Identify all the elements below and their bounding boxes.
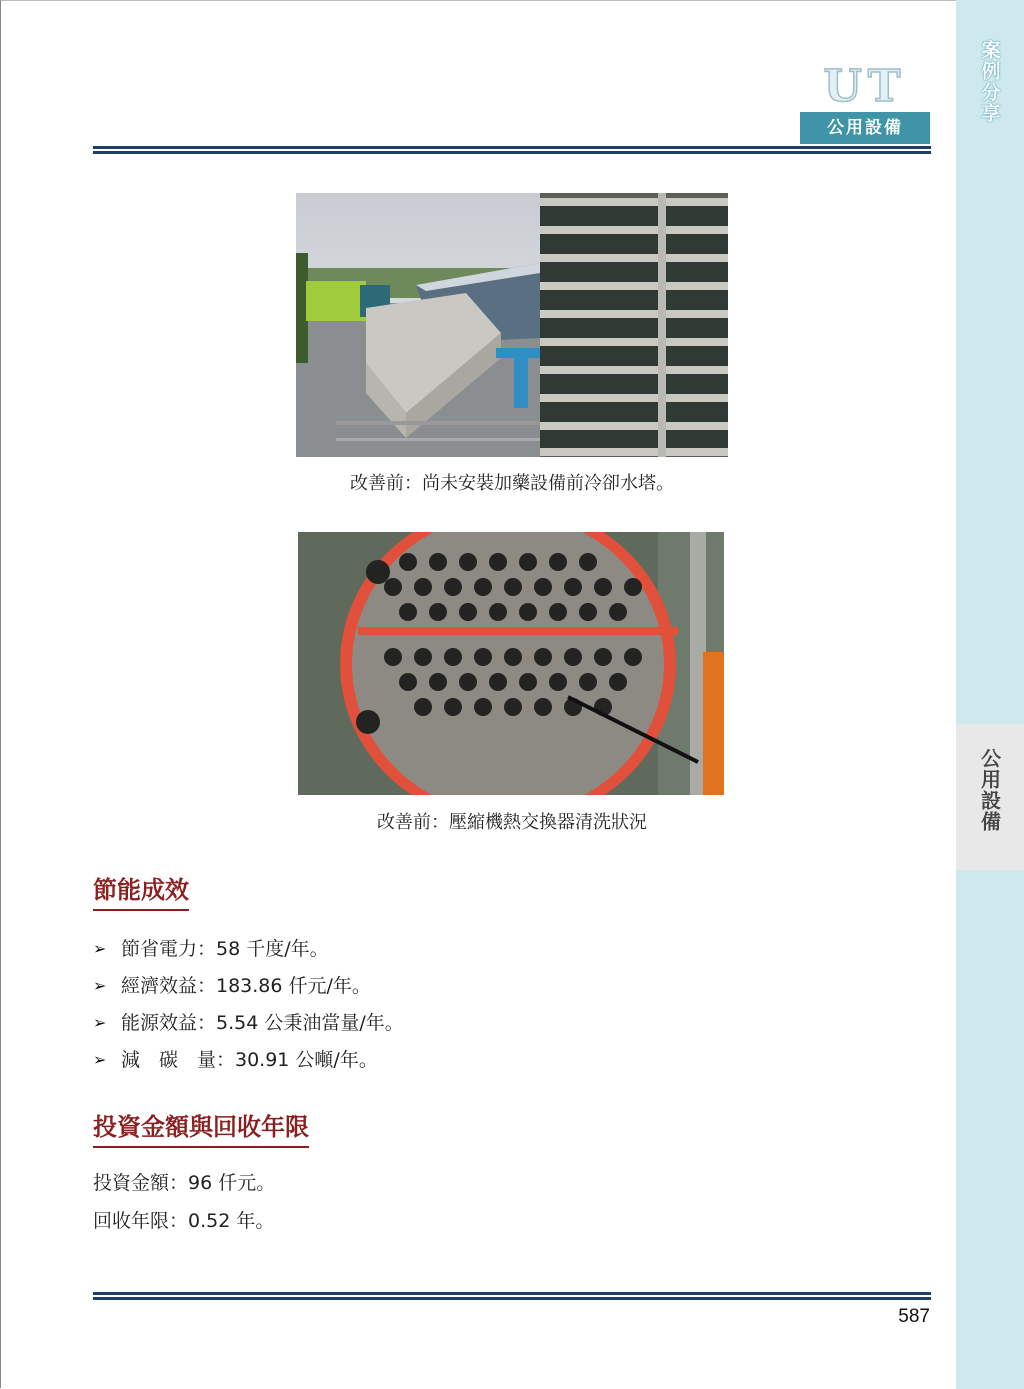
chapter-badge: 公用設備 — [800, 112, 930, 144]
arrow-bullet-icon: ➢ — [93, 1012, 107, 1032]
ut-logo: UT — [823, 61, 907, 112]
arrow-bullet-icon: ➢ — [93, 938, 107, 958]
investment-amount: 投資金額：96 仟元。 — [93, 1172, 276, 1194]
list-item — [93, 1004, 893, 1041]
page-number: 587 — [898, 1306, 930, 1327]
list-item-text: 節省電力：58 千度/年。 — [121, 937, 329, 960]
side-section-label — [956, 40, 1024, 150]
list-item-text: 減 碳 量：30.91 公噸/年。 — [121, 1048, 378, 1071]
energy-savings-heading: 節能成效 — [93, 875, 189, 911]
cooling-tower-fill-photo — [540, 193, 728, 457]
cooling-tower-photo — [296, 193, 540, 457]
list-item-text: 能源效益：5.54 公秉油當量/年。 — [121, 1011, 404, 1034]
side-section-text: 案例分享 — [978, 40, 1001, 124]
arrow-bullet-icon: ➢ — [93, 975, 107, 995]
payback-period: 回收年限：0.52 年。 — [93, 1210, 275, 1232]
list-item-text: 經濟效益：183.86 仟元/年。 — [121, 974, 371, 997]
figure-caption-1: 改善前：尚未安裝加藥設備前冷卻水塔。 — [350, 473, 674, 494]
list-item — [93, 967, 893, 1004]
list-item — [93, 930, 893, 967]
side-chapter-tab[interactable] — [956, 724, 1024, 870]
figure-caption-2: 改善前：壓縮機熱交換器清洗狀況 — [377, 812, 647, 833]
energy-savings-list — [93, 930, 893, 1078]
header-rule — [93, 146, 931, 154]
heat-exchanger-photo — [298, 532, 724, 795]
side-strip — [956, 0, 1024, 1389]
list-item — [93, 1041, 893, 1078]
side-chapter-tab-label: 公用設備 — [977, 748, 1002, 832]
investment-heading: 投資金額與回收年限 — [93, 1112, 309, 1148]
footer-rule — [93, 1292, 931, 1300]
arrow-bullet-icon: ➢ — [93, 1049, 107, 1069]
